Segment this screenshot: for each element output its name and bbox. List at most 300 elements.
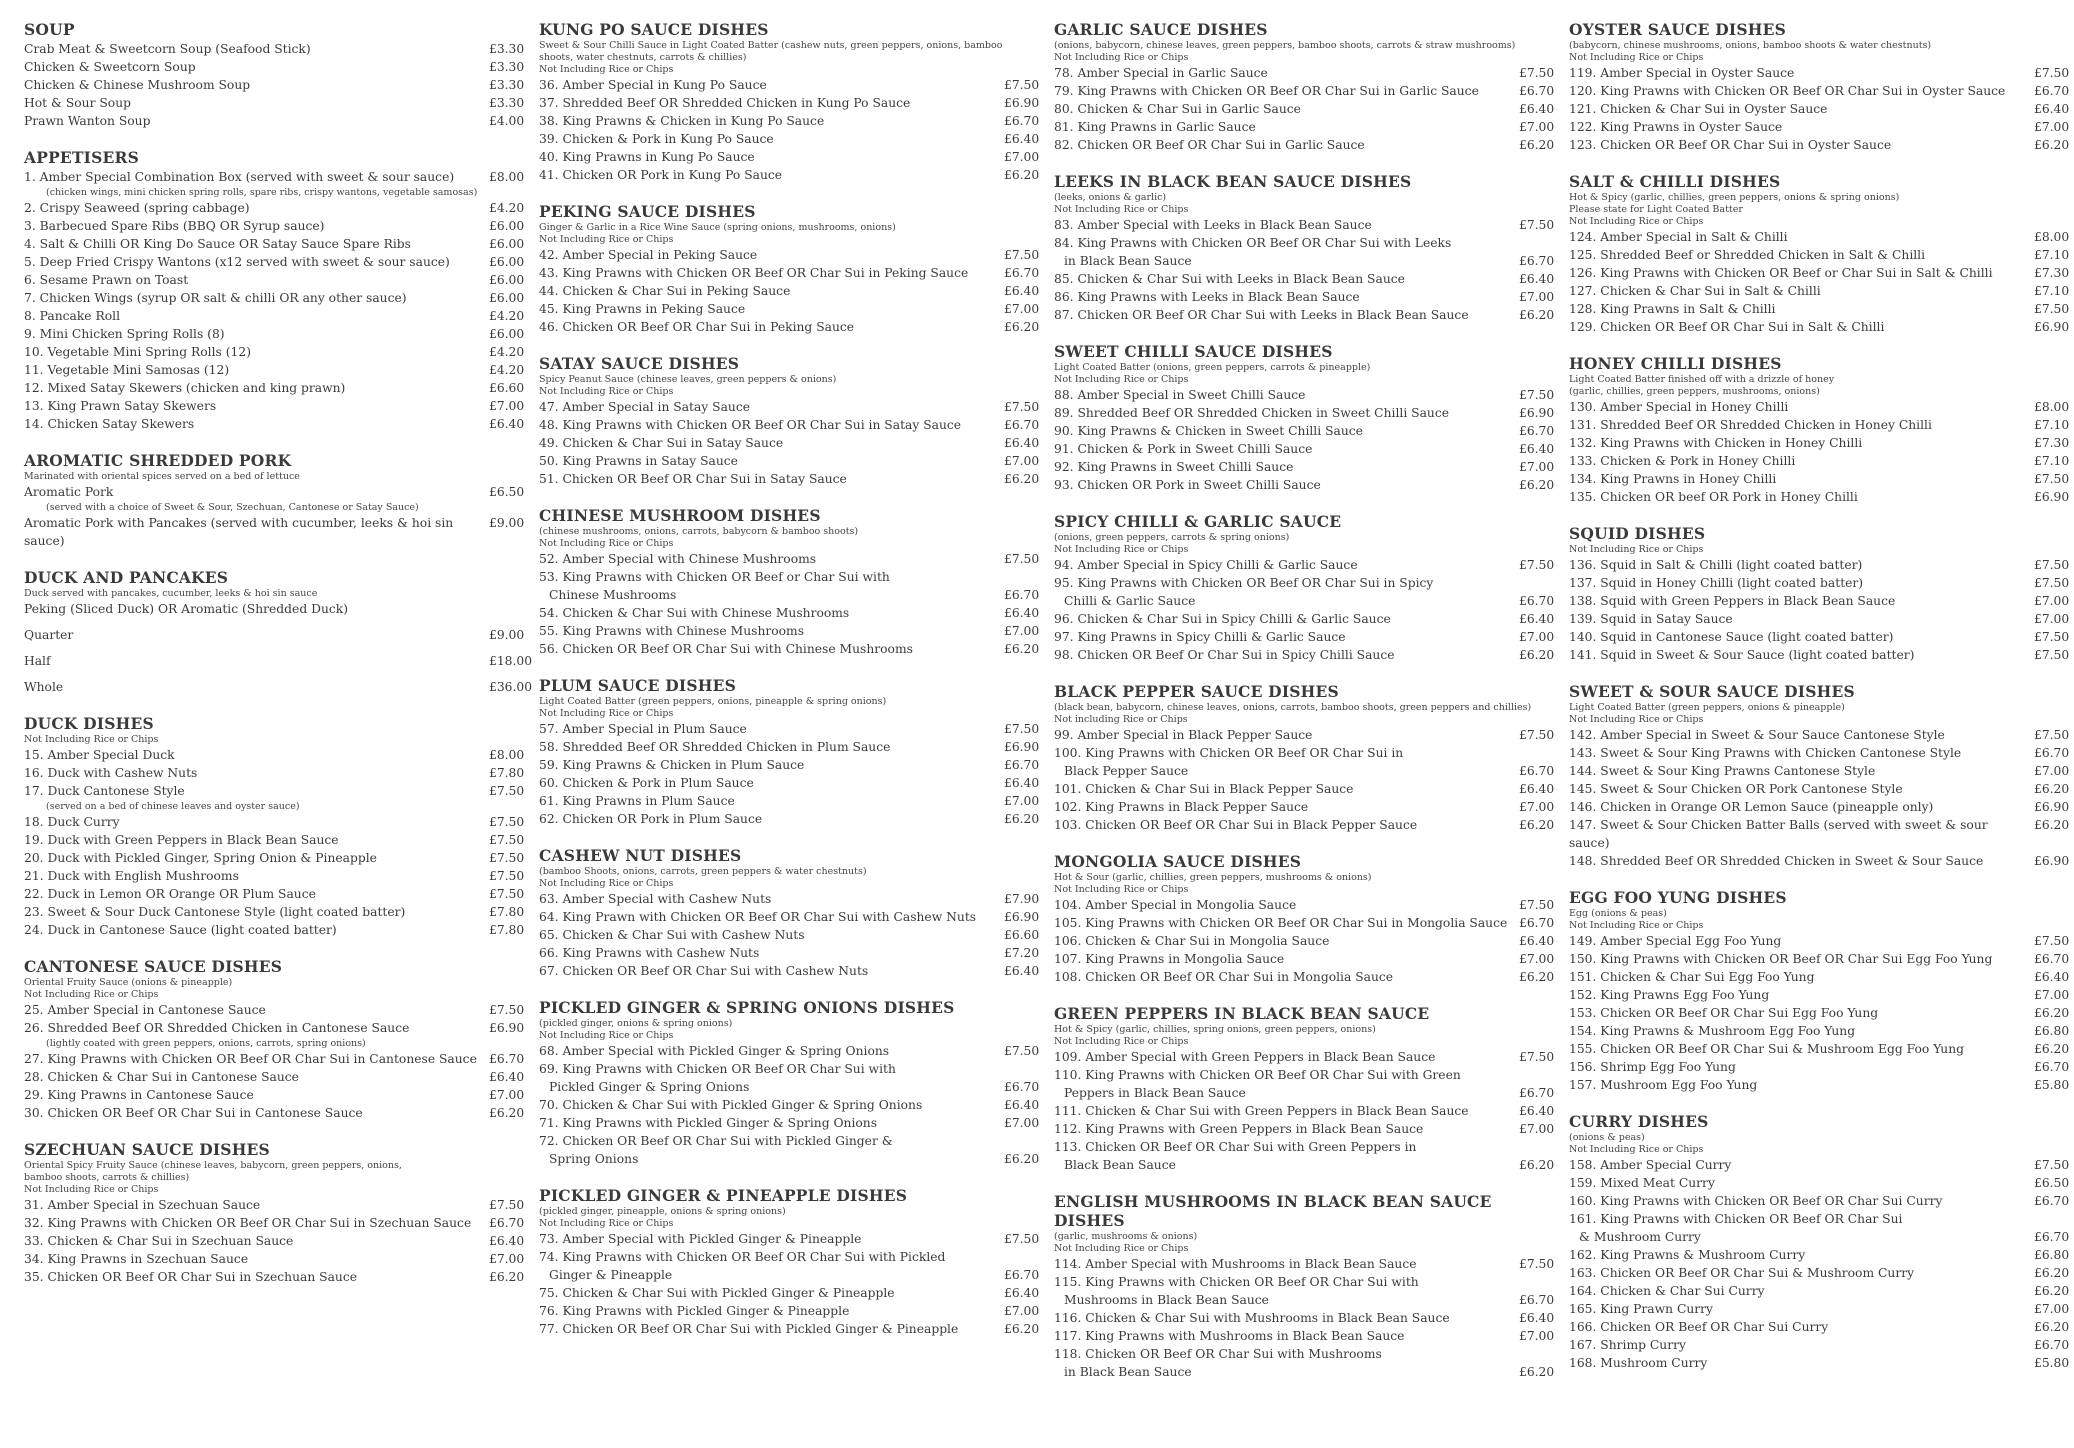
item-price: £6.70 — [1004, 114, 1040, 128]
spacer — [24, 618, 529, 626]
menu-item — [1054, 1102, 1559, 1120]
menu-item — [1054, 288, 1559, 306]
menu-section — [539, 506, 1044, 658]
menu-item — [539, 640, 1044, 658]
item-name: 67. Chicken OR Beef OR Char Sui with Cashew Nuts — [539, 964, 869, 978]
section-note: Not Including Rice or Chips — [1054, 884, 1189, 895]
item-name: 120. King Prawns with Chicken OR Beef OR Char Sui in Oyster Sauce — [1569, 84, 2006, 98]
item-price: £7.00 — [489, 1088, 525, 1102]
item-price: £6.70 — [1519, 1293, 1555, 1307]
item-name: 77. Chicken OR Beef OR Char Sui with Pickled Ginger & Pineapple — [539, 1322, 959, 1336]
menu-item — [1054, 404, 1559, 422]
item-name: 14. Chicken Satay Skewers — [24, 417, 195, 431]
menu-item — [1569, 318, 2074, 336]
item-name: 41. Chicken OR Pork in Kung Po Sauce — [539, 168, 783, 182]
menu-section — [1569, 1112, 2074, 1372]
item-price: £7.50 — [2034, 472, 2070, 486]
menu-item — [1054, 1309, 1559, 1327]
item-name: in Black Bean Sauce — [1064, 1365, 1192, 1379]
section-note: Not Including Rice or Chips — [1054, 204, 1189, 215]
item-name: 19. Duck with Green Peppers in Black Bean Sauce — [24, 833, 339, 847]
menu-item — [1054, 762, 1559, 780]
item-price: £6.40 — [489, 417, 525, 431]
item-name: 155. Chicken OR Beef OR Char Sui & Mushroom Egg Foo Yung — [1569, 1042, 1964, 1056]
item-name: 162. King Prawns & Mushroom Curry — [1569, 1248, 1806, 1262]
item-price: £7.10 — [2034, 248, 2070, 262]
menu-item — [1569, 574, 2074, 592]
item-name: 158. Amber Special Curry — [1569, 1158, 1732, 1172]
menu-item — [1054, 816, 1559, 834]
menu-item — [24, 1086, 529, 1104]
item-price: £7.00 — [1519, 800, 1555, 814]
item-name: Pickled Ginger & Spring Onions — [549, 1080, 750, 1094]
item-price: £7.00 — [2034, 120, 2070, 134]
section-title: BLACK PEPPER SAUCE DISHES — [1054, 682, 1339, 701]
menu-item — [1569, 744, 2074, 762]
item-price: £6.20 — [2034, 1042, 2070, 1056]
menu-section — [1569, 682, 2074, 870]
menu-item — [24, 831, 529, 849]
item-price: £6.20 — [489, 1270, 525, 1284]
menu-item — [24, 746, 529, 764]
item-name: 52. Amber Special with Chinese Mushrooms — [539, 552, 817, 566]
item-price: £7.50 — [489, 851, 525, 865]
item-name: 40. King Prawns in Kung Po Sauce — [539, 150, 755, 164]
menu-item — [539, 1132, 1044, 1150]
menu-item — [1569, 64, 2074, 82]
item-price: £7.50 — [1519, 728, 1555, 742]
item-name: 88. Amber Special in Sweet Chilli Sauce — [1054, 388, 1306, 402]
item-price: £6.70 — [1004, 1268, 1040, 1282]
item-note: (lightly coated with green peppers, onions, carrots, spring onions) — [46, 1038, 366, 1049]
menu-item — [24, 782, 529, 800]
item-name: 104. Amber Special in Mongolia Sauce — [1054, 898, 1297, 912]
menu-item — [1569, 100, 2074, 118]
menu-item — [24, 1068, 529, 1086]
menu-item — [1054, 1048, 1559, 1066]
menu-item — [1569, 1022, 2074, 1040]
section-note: (onions, babycorn, chinese leaves, green peppers, bamboo shoots, carrots & straw mushrooms) — [1054, 40, 1516, 51]
item-price: £7.50 — [1519, 66, 1555, 80]
item-price: £7.20 — [1004, 946, 1040, 960]
section-note: (onions & peas) — [1569, 1132, 1645, 1143]
menu-item — [24, 397, 529, 415]
section-note: Not Including Rice or Chips — [539, 234, 674, 245]
section-title: ENGLISH MUSHROOMS IN BLACK BEAN SAUCE DISHES — [1054, 1192, 1492, 1230]
item-name: 27. King Prawns with Chicken OR Beef OR Char Sui in Cantonese Sauce — [24, 1052, 477, 1066]
menu-item — [1054, 968, 1559, 986]
menu-item — [1569, 398, 2074, 416]
menu-item — [24, 112, 529, 130]
item-name: & Mushroom Curry — [1579, 1230, 1701, 1244]
item-name: 43. King Prawns with Chicken OR Beef OR Char Sui in Peking Sauce — [539, 266, 969, 280]
item-price: £6.40 — [1519, 1104, 1555, 1118]
item-name: Half — [24, 654, 51, 668]
menu-item — [24, 1214, 529, 1232]
item-name: 127. Chicken & Char Sui in Salt & Chilli — [1569, 284, 1821, 298]
menu-item — [539, 1042, 1044, 1060]
item-price: £6.70 — [2034, 1060, 2070, 1074]
menu-item — [24, 361, 529, 379]
menu-item — [1569, 246, 2074, 264]
section-title: GARLIC SAUCE DISHES — [1054, 20, 1268, 39]
item-price: £7.50 — [489, 833, 525, 847]
spacer — [24, 670, 529, 678]
menu-item — [24, 58, 529, 76]
menu-item — [1054, 628, 1559, 646]
item-price: £9.00 — [489, 628, 525, 642]
menu-item — [539, 166, 1044, 184]
menu-section — [1054, 1004, 1559, 1174]
menu-item — [539, 1096, 1044, 1114]
item-name: 6. Sesame Prawn on Toast — [24, 273, 189, 287]
menu-item — [539, 1150, 1044, 1168]
item-price: £7.80 — [489, 923, 525, 937]
item-price: £7.00 — [2034, 1302, 2070, 1316]
item-price: £6.70 — [2034, 952, 2070, 966]
item-name: Prawn Wanton Soup — [24, 114, 151, 128]
item-name: 121. Chicken & Char Sui in Oyster Sauce — [1569, 102, 1828, 116]
item-price: £6.40 — [1004, 776, 1040, 790]
item-name: 87. Chicken OR Beef OR Char Sui with Leeks in Black Bean Sauce — [1054, 308, 1469, 322]
item-price: £7.50 — [489, 887, 525, 901]
section-note: Not Including Rice or Chips — [1054, 52, 1189, 63]
section-title: CURRY DISHES — [1569, 1112, 1709, 1131]
section-note: Not Including Rice or Chips — [1569, 920, 1704, 931]
item-name: 58. Shredded Beef OR Shredded Chicken in Plum Sauce — [539, 740, 891, 754]
item-price: £7.00 — [1004, 302, 1040, 316]
menu-item — [539, 1302, 1044, 1320]
item-name: 131. Shredded Beef OR Shredded Chicken in Honey Chilli — [1569, 418, 1932, 432]
item-name: 75. Chicken & Char Sui with Pickled Ginger & Pineapple — [539, 1286, 895, 1300]
item-name: 65. Chicken & Char Sui with Cashew Nuts — [539, 928, 805, 942]
item-price: £7.50 — [1519, 388, 1555, 402]
item-price: £7.10 — [2034, 454, 2070, 468]
item-price: £6.60 — [1004, 928, 1040, 942]
item-name: 130. Amber Special in Honey Chilli — [1569, 400, 1789, 414]
menu-section — [539, 676, 1044, 828]
item-price: £3.30 — [489, 60, 525, 74]
item-name: in Black Bean Sauce — [1064, 254, 1192, 268]
item-name: 71. King Prawns with Pickled Ginger & Spring Onions — [539, 1116, 878, 1130]
item-name: 26. Shredded Beef OR Shredded Chicken in Cantonese Sauce — [24, 1021, 410, 1035]
section-note: Sweet & Sour Chilli Sauce in Light Coated Batter (cashew nuts, green peppers, onions, bamboo — [539, 40, 1003, 51]
item-name: 99. Amber Special in Black Pepper Sauce — [1054, 728, 1313, 742]
item-price: £4.20 — [489, 345, 525, 359]
item-price: £6.90 — [2034, 854, 2070, 868]
item-name: 49. Chicken & Char Sui in Satay Sauce — [539, 436, 784, 450]
item-price: £7.80 — [489, 766, 525, 780]
item-name: 164. Chicken & Char Sui Curry — [1569, 1284, 1765, 1298]
item-name: 151. Chicken & Char Sui Egg Foo Yung — [1569, 970, 1815, 984]
item-name: 8. Pancake Roll — [24, 309, 120, 323]
menu-item — [539, 926, 1044, 944]
item-price: £6.90 — [1004, 740, 1040, 754]
item-price: £6.70 — [2034, 746, 2070, 760]
section-title: SQUID DISHES — [1569, 524, 1706, 543]
menu-section — [24, 148, 529, 433]
item-name: 23. Sweet & Sour Duck Cantonese Style (light coated batter) — [24, 905, 406, 919]
menu-item — [539, 586, 1044, 604]
item-name: 112. King Prawns with Green Peppers in Black Bean Sauce — [1054, 1122, 1424, 1136]
menu-item — [24, 1196, 529, 1214]
item-name: 107. King Prawns in Mongolia Sauce — [1054, 952, 1285, 966]
menu-item — [1569, 300, 2074, 318]
item-name: 35. Chicken OR Beef OR Char Sui in Szechuan Sauce — [24, 1270, 358, 1284]
item-name: 37. Shredded Beef OR Shredded Chicken in Kung Po Sauce — [539, 96, 911, 110]
item-name: Ginger & Pineapple — [549, 1268, 673, 1282]
section-note: Light Coated Batter (green peppers, onions, pineapple & spring onions) — [539, 696, 887, 707]
menu-item — [1569, 1156, 2074, 1174]
item-price: £6.70 — [1519, 424, 1555, 438]
section-note: Not Including Rice or Chips — [539, 878, 674, 889]
menu-item — [1569, 1336, 2074, 1354]
item-price: £6.20 — [2034, 1284, 2070, 1298]
menu-item — [539, 264, 1044, 282]
menu-column-2 — [539, 20, 1044, 1448]
item-price: £6.40 — [1519, 1311, 1555, 1325]
item-name: 76. King Prawns with Pickled Ginger & Pineapple — [539, 1304, 850, 1318]
item-name: 21. Duck with English Mushrooms — [24, 869, 239, 883]
item-name: 39. Chicken & Pork in Kung Po Sauce — [539, 132, 774, 146]
item-price: £7.00 — [1004, 624, 1040, 638]
menu-item — [1054, 234, 1559, 252]
menu-item — [1569, 798, 2074, 816]
menu-item — [1569, 1192, 2074, 1210]
item-name: 15. Amber Special Duck — [24, 748, 175, 762]
item-price: £5.80 — [2034, 1078, 2070, 1092]
item-price: £7.30 — [2034, 266, 2070, 280]
item-price: £6.70 — [2034, 1338, 2070, 1352]
menu-item — [539, 568, 1044, 586]
section-note: Not Including Rice or Chips — [539, 386, 674, 397]
menu-item — [1569, 592, 2074, 610]
item-price: £3.30 — [489, 96, 525, 110]
item-name: 126. King Prawns with Chicken OR Beef or Char Sui in Salt & Chilli — [1569, 266, 1993, 280]
menu-item — [1569, 986, 2074, 1004]
item-price: £7.50 — [489, 815, 525, 829]
menu-item — [539, 112, 1044, 130]
item-price: £6.90 — [2034, 320, 2070, 334]
menu-item — [24, 867, 529, 885]
item-price: £6.40 — [2034, 970, 2070, 984]
section-note: Light Coated Batter (green peppers, onions & pineapple) — [1569, 702, 1845, 713]
item-name: 38. King Prawns & Chicken in Kung Po Sauce — [539, 114, 825, 128]
item-price: £6.70 — [1004, 758, 1040, 772]
item-price: £9.00 — [489, 516, 525, 530]
menu-item — [1569, 1210, 2074, 1228]
section-note: Not Including Rice or Chips — [1054, 374, 1189, 385]
item-price: £6.40 — [1004, 284, 1040, 298]
item-price: £7.50 — [1004, 722, 1040, 736]
section-title: APPETISERS — [24, 148, 140, 167]
item-name: 118. Chicken OR Beef OR Char Sui with Mushrooms — [1054, 1347, 1382, 1361]
item-name: 42. Amber Special in Peking Sauce — [539, 248, 758, 262]
menu-item — [1569, 780, 2074, 798]
item-name: 55. King Prawns with Chinese Mushrooms — [539, 624, 805, 638]
menu-item — [1054, 556, 1559, 574]
item-name: 4. Salt & Chilli OR King Do Sauce OR Satay Sauce Spare Ribs — [24, 237, 411, 251]
item-price: £6.20 — [1004, 1322, 1040, 1336]
section-title: DUCK AND PANCAKES — [24, 568, 229, 587]
item-name: 63. Amber Special with Cashew Nuts — [539, 892, 772, 906]
item-name: 124. Amber Special in Salt & Chilli — [1569, 230, 1788, 244]
section-title: MONGOLIA SAUCE DISHES — [1054, 852, 1302, 871]
menu-item — [24, 921, 529, 939]
item-name: 81. King Prawns in Garlic Sauce — [1054, 120, 1256, 134]
menu-item — [24, 307, 529, 325]
item-price: £7.50 — [1519, 1257, 1555, 1271]
item-price: £6.70 — [1519, 1086, 1555, 1100]
menu-item — [1054, 476, 1559, 494]
item-name: 135. Chicken OR beef OR Pork in Honey Chilli — [1569, 490, 1858, 504]
menu-section — [1054, 1192, 1559, 1381]
section-note: Not Including Rice or Chips — [1569, 544, 1704, 555]
item-name: 106. Chicken & Char Sui in Mongolia Sauce — [1054, 934, 1330, 948]
section-title: SPICY CHILLI & GARLIC SAUCE — [1054, 512, 1342, 531]
item-price: £6.70 — [1519, 84, 1555, 98]
item-name: 153. Chicken OR Beef OR Char Sui Egg Foo Yung — [1569, 1006, 1879, 1020]
item-name: 98. Chicken OR Beef Or Char Sui in Spicy Chilli Sauce — [1054, 648, 1395, 662]
item-name: 70. Chicken & Char Sui with Pickled Ginger & Spring Onions — [539, 1098, 923, 1112]
item-price: £7.00 — [489, 1252, 525, 1266]
menu-item — [1569, 118, 2074, 136]
menu-item — [1054, 780, 1559, 798]
section-note: (garlic, chillies, green peppers, mushrooms, onions) — [1569, 386, 1820, 397]
item-name: 48. King Prawns with Chicken OR Beef OR Char Sui in Satay Sauce — [539, 418, 962, 432]
menu-item — [539, 148, 1044, 166]
item-name: Chilli & Garlic Sauce — [1064, 594, 1196, 608]
item-price: £8.00 — [2034, 400, 2070, 414]
item-name: 102. King Prawns in Black Pepper Sauce — [1054, 800, 1309, 814]
item-name: 85. Chicken & Char Sui with Leeks in Black Bean Sauce — [1054, 272, 1405, 286]
item-name: 117. King Prawns with Mushrooms in Black Bean Sauce — [1054, 1329, 1405, 1343]
item-price: £8.00 — [2034, 230, 2070, 244]
item-price: £6.40 — [1004, 132, 1040, 146]
section-title: SOUP — [24, 20, 75, 39]
menu-section — [24, 714, 529, 939]
item-price: £6.70 — [1004, 588, 1040, 602]
menu-item — [1569, 762, 2074, 780]
item-price: £7.50 — [2034, 1158, 2070, 1172]
item-price: £6.40 — [489, 1070, 525, 1084]
item-name: 92. King Prawns in Sweet Chilli Sauce — [1054, 460, 1294, 474]
item-name: Black Pepper Sauce — [1064, 764, 1189, 778]
item-price: £36.00 — [489, 680, 533, 694]
menu-item — [1054, 252, 1559, 270]
item-price: £7.00 — [1519, 1122, 1555, 1136]
menu-item — [1054, 798, 1559, 816]
menu-item — [1569, 1246, 2074, 1264]
section-note: shoots, water chestnuts, carrots & chillies) — [539, 52, 747, 63]
menu-section — [539, 202, 1044, 336]
item-name: 79. King Prawns with Chicken OR Beef OR Char Sui in Garlic Sauce — [1054, 84, 1479, 98]
menu-item — [539, 434, 1044, 452]
menu-item — [1569, 1300, 2074, 1318]
menu-item — [539, 1060, 1044, 1078]
item-price: £6.20 — [1004, 812, 1040, 826]
item-price: £7.00 — [1519, 290, 1555, 304]
item-name: 10. Vegetable Mini Spring Rolls (12) — [24, 345, 251, 359]
menu-item — [24, 1250, 529, 1268]
section-note: (onions, green peppers, carrots & spring onions) — [1054, 532, 1290, 543]
menu-item — [1054, 896, 1559, 914]
menu-item — [1569, 610, 2074, 628]
section-note: Hot & Sour (garlic, chillies, green peppers, mushrooms & onions) — [1054, 872, 1372, 883]
menu-item — [539, 1284, 1044, 1302]
item-name: 89. Shredded Beef OR Shredded Chicken in Sweet Chilli Sauce — [1054, 406, 1449, 420]
section-note: Not Including Rice or Chips — [24, 734, 159, 745]
item-name: 113. Chicken OR Beef OR Char Sui with Green Peppers in — [1054, 1140, 1417, 1154]
item-note: (served on a bed of chinese leaves and oyster sauce) — [46, 801, 300, 812]
item-price: £6.40 — [1519, 272, 1555, 286]
section-note: Not Including Rice or Chips — [1054, 1243, 1189, 1254]
item-price: £6.90 — [1004, 96, 1040, 110]
item-price: £6.00 — [489, 273, 525, 287]
menu-section — [539, 1186, 1044, 1338]
item-price: £6.90 — [2034, 800, 2070, 814]
item-price: £7.50 — [1519, 218, 1555, 232]
item-price: £6.20 — [1004, 1152, 1040, 1166]
section-note: Oriental Spicy Fruity Sauce (chinese leaves, babycorn, green peppers, onions, — [24, 1160, 402, 1171]
menu-section — [1054, 342, 1559, 494]
item-price: £7.30 — [2034, 436, 2070, 450]
menu-section — [24, 957, 529, 1122]
item-name: 95. King Prawns with Chicken OR Beef OR Char Sui in Spicy — [1054, 576, 1434, 590]
item-name: 91. Chicken & Pork in Sweet Chilli Sauce — [1054, 442, 1313, 456]
section-title: SZECHUAN SAUCE DISHES — [24, 1140, 270, 1159]
menu-column-1 — [24, 20, 533, 1448]
item-price: £6.70 — [489, 1216, 525, 1230]
item-price: £5.80 — [2034, 1356, 2070, 1370]
section-note: Not Including Rice or Chips — [1054, 544, 1189, 555]
menu-item — [1569, 416, 2074, 434]
item-price: £4.20 — [489, 309, 525, 323]
item-name: 139. Squid in Satay Sauce — [1569, 612, 1733, 626]
item-name: 128. King Prawns in Salt & Chilli — [1569, 302, 1776, 316]
menu-item — [1569, 136, 2074, 154]
menu-item — [1054, 1273, 1559, 1291]
menu-item — [1569, 1004, 2074, 1022]
item-price: £6.20 — [2034, 1266, 2070, 1280]
item-price: £7.50 — [489, 1003, 525, 1017]
menu-item — [539, 1248, 1044, 1266]
item-name: Aromatic Pork with Pancakes (served with cucumber, leeks & hoi sin sauce) — [24, 516, 454, 548]
item-price: £6.90 — [1519, 406, 1555, 420]
item-name: 119. Amber Special in Oyster Sauce — [1569, 66, 1795, 80]
menu-item — [539, 94, 1044, 112]
item-price: £7.00 — [2034, 764, 2070, 778]
item-name: 134. King Prawns in Honey Chilli — [1569, 472, 1777, 486]
item-name: 132. King Prawns with Chicken in Honey Chilli — [1569, 436, 1863, 450]
item-name: 111. Chicken & Char Sui with Green Peppers in Black Bean Sauce — [1054, 1104, 1469, 1118]
menu-item — [1054, 1345, 1559, 1363]
item-name: 62. Chicken OR Pork in Plum Sauce — [539, 812, 763, 826]
item-price: £7.00 — [489, 399, 525, 413]
item-name: 7. Chicken Wings (syrup OR salt & chilli OR any other sauce) — [24, 291, 407, 305]
menu-item — [24, 1001, 529, 1019]
item-name: 167. Shrimp Curry — [1569, 1338, 1686, 1352]
item-price: £7.50 — [1004, 400, 1040, 414]
menu-item — [1569, 264, 2074, 282]
item-price: £7.00 — [1519, 952, 1555, 966]
item-price: £6.20 — [489, 1106, 525, 1120]
menu-item — [1054, 744, 1559, 762]
item-price: £7.00 — [2034, 988, 2070, 1002]
item-price: £7.00 — [2034, 594, 2070, 608]
menu-item — [1569, 1076, 2074, 1094]
item-price: £7.50 — [489, 869, 525, 883]
